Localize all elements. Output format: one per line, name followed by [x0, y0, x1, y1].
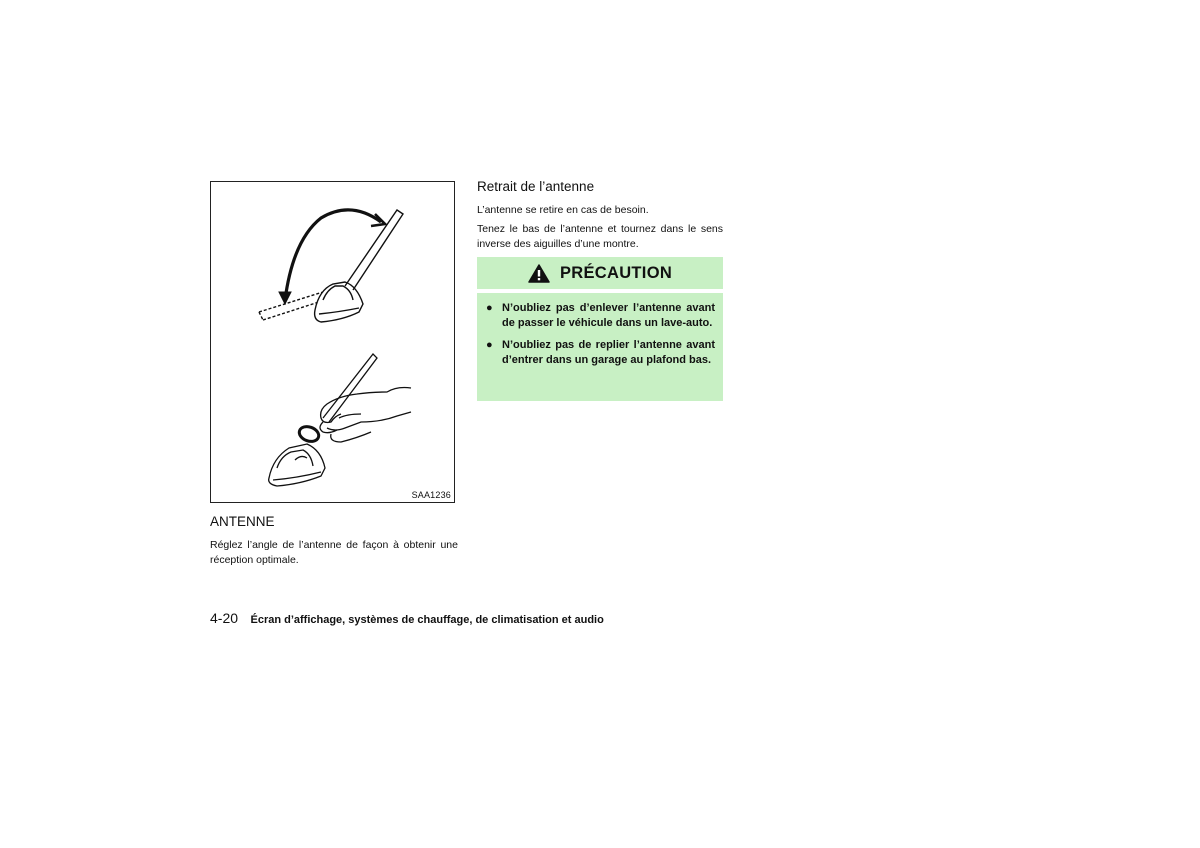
antenna-illustration — [210, 181, 455, 503]
bullet-icon: ● — [486, 302, 493, 314]
section-paragraph: Réglez l’angle de l’antenne de façon à obtenir une réception optimale. — [210, 539, 458, 566]
page-footer — [210, 610, 604, 628]
caution-header — [477, 257, 723, 289]
caution-title: PRÉCAUTION — [559, 263, 673, 282]
antenna-angle-diagram — [259, 210, 403, 322]
chapter-title: Écran d’affichage, systèmes de chauffage, de climatisation et audio — [250, 614, 604, 626]
antenna-drawing — [211, 182, 454, 502]
caution-item — [485, 301, 715, 331]
caution-item — [485, 338, 715, 368]
caution-item-text: N’oubliez pas d’enlever l’antenne avant de passer le véhicule dans un lave-auto. — [502, 302, 715, 329]
subsection-paragraph-2: Tenez le bas de l’antenne et tournez dans le sens inverse des aiguilles d’une montre. — [477, 223, 723, 250]
antenna-removal-diagram — [269, 354, 411, 486]
section-heading: ANTENNE — [210, 514, 275, 529]
bullet-icon: ● — [486, 339, 493, 351]
caution-item-text: N’oubliez pas de replier l’antenne avant d’entrer dans un garage au plafond bas. — [502, 339, 715, 366]
subsection-paragraph-1: L’antenne se retire en cas de besoin. — [477, 204, 649, 216]
figure-code: SAA1236 — [411, 490, 451, 500]
caution-body — [477, 293, 723, 401]
warning-triangle-icon — [528, 264, 550, 283]
subsection-heading: Retrait de l’antenne — [477, 179, 595, 194]
page-number: 4-20 — [210, 610, 239, 626]
